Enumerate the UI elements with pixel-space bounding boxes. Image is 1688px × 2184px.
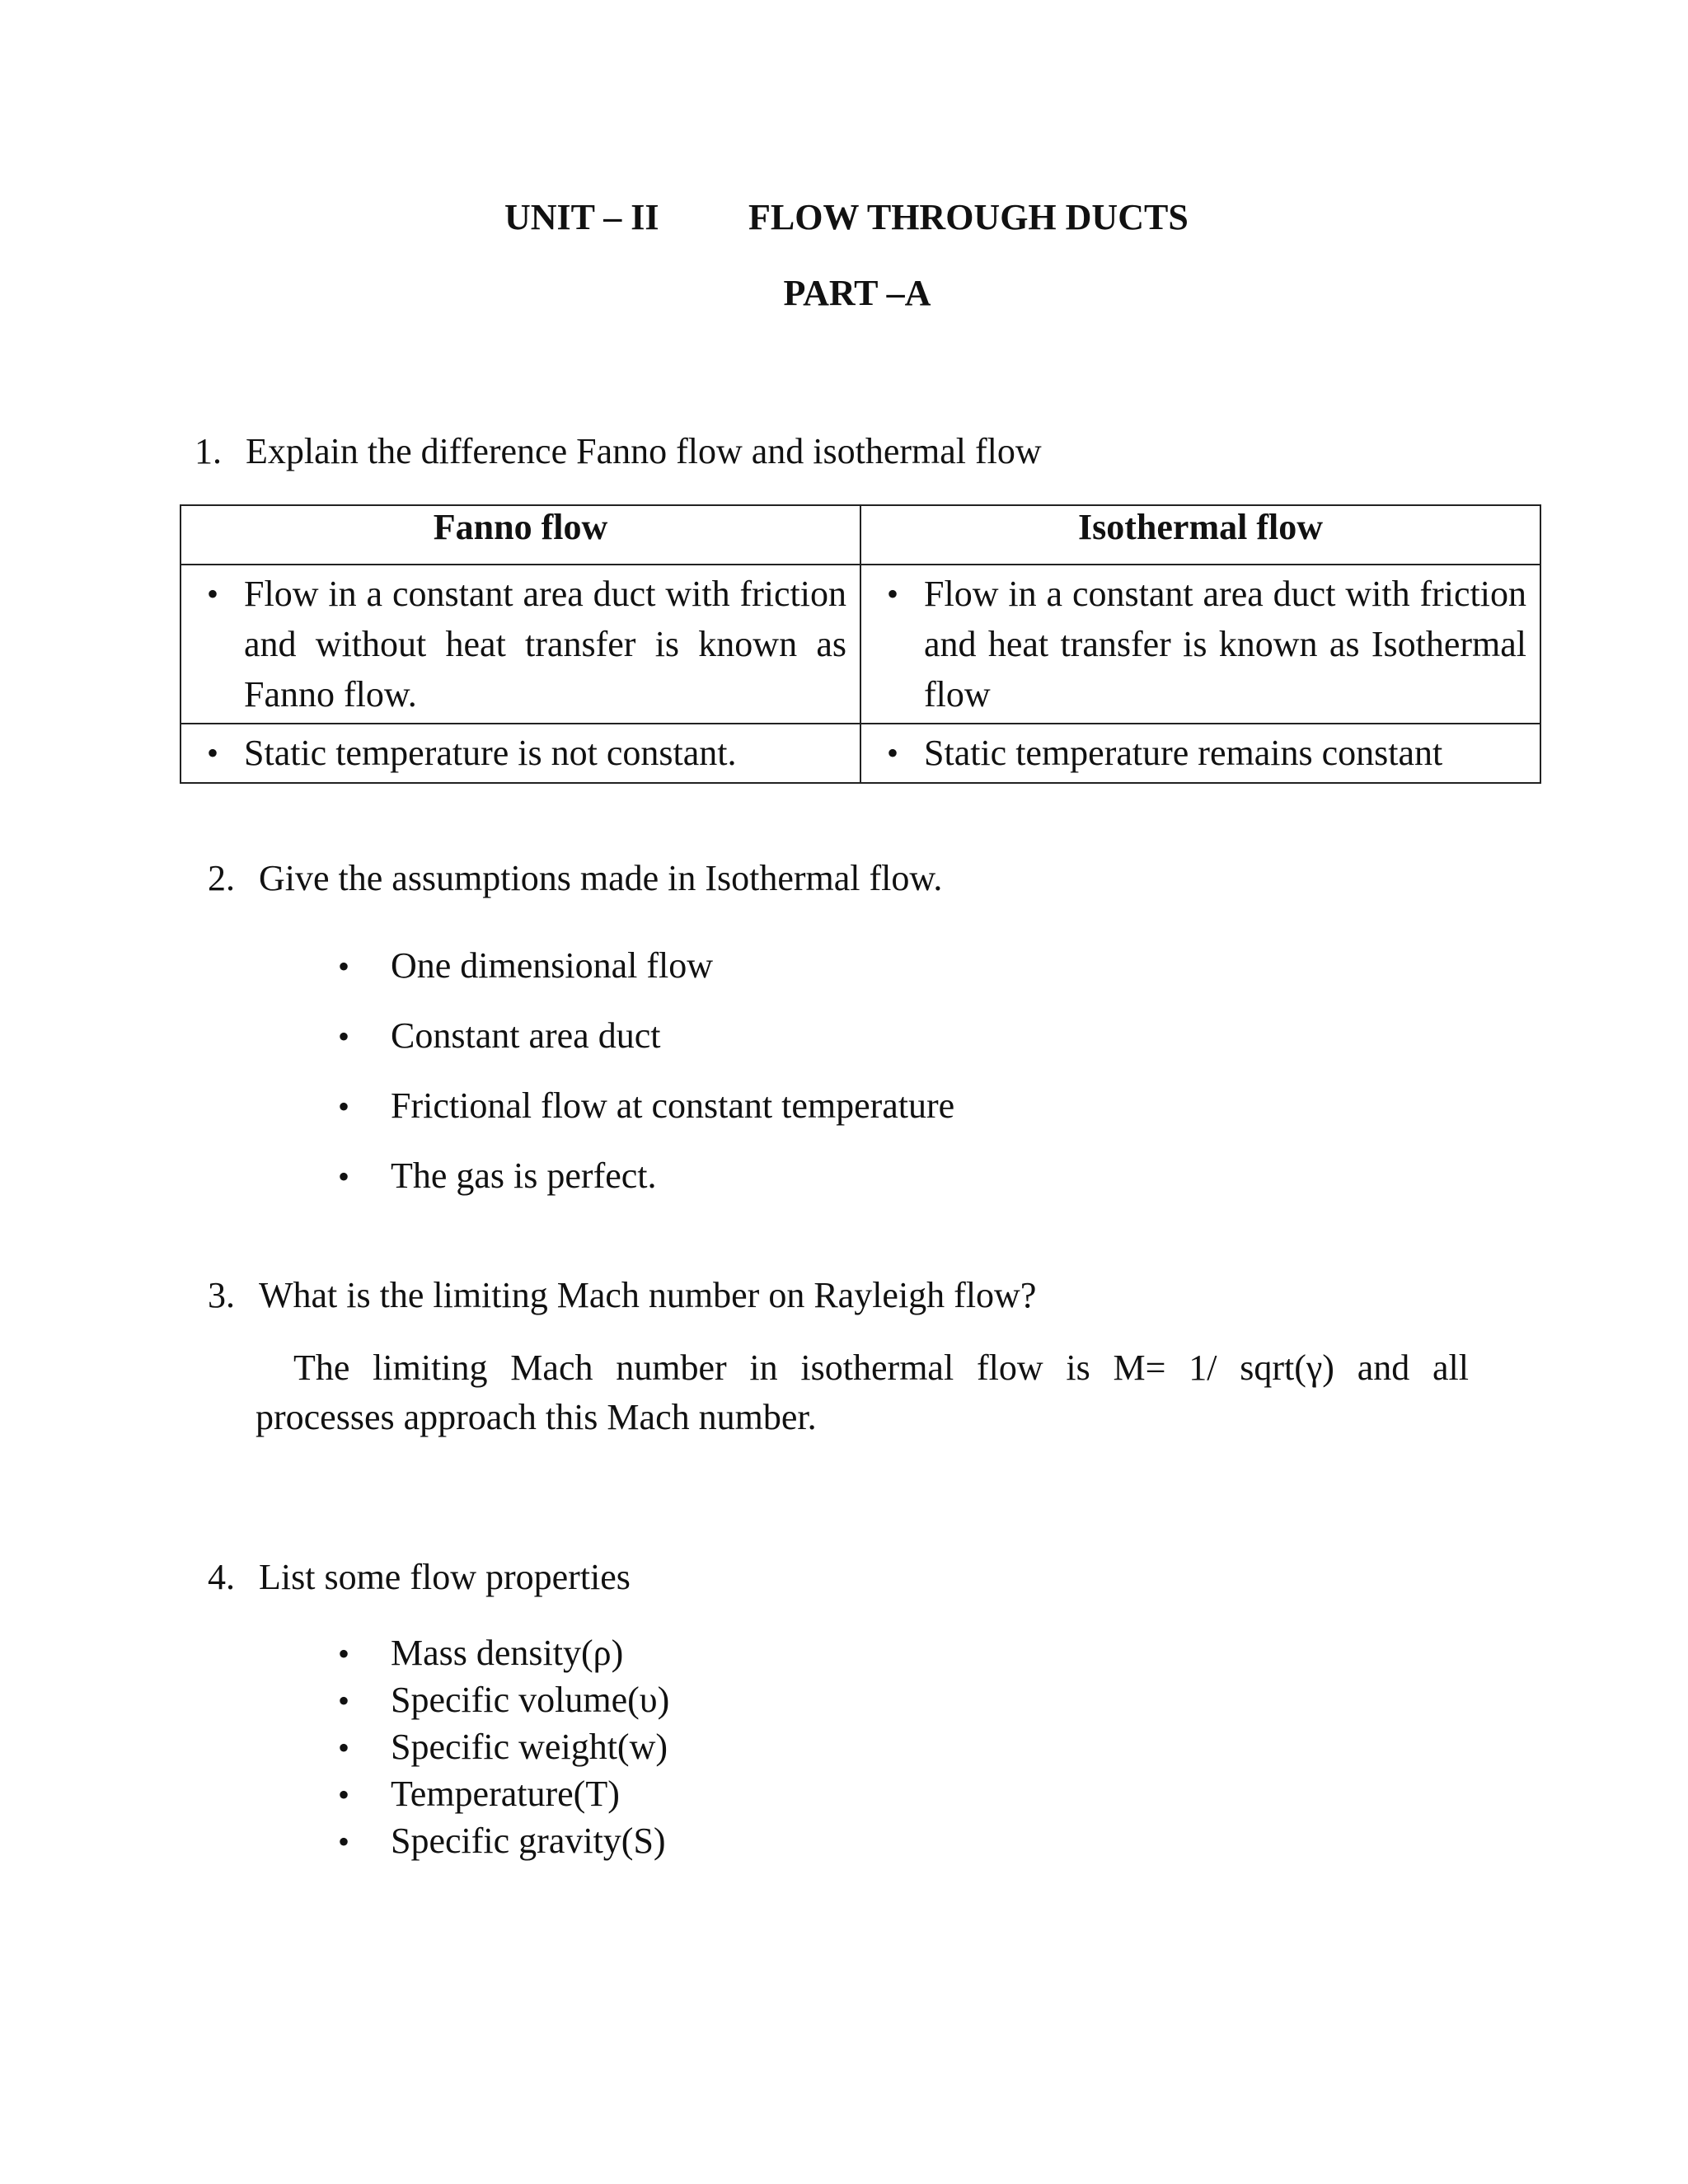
property-list — [338, 1630, 669, 1865]
list-item: • Frictional flow at constant temperature — [338, 1071, 954, 1141]
list-item: • Specific weight(w) — [338, 1724, 669, 1771]
table-cell — [860, 565, 1540, 724]
table-header-isothermal: Isothermal flow — [860, 505, 1540, 565]
answer-line: processes approach this Mach number. — [256, 1397, 817, 1437]
list-item: • Constant area duct — [338, 1001, 954, 1071]
table-cell — [860, 724, 1540, 783]
question-1 — [195, 429, 1042, 475]
list-item: • One dimensional flow — [338, 931, 954, 1001]
question-number: 2. — [208, 858, 235, 898]
question-2 — [208, 855, 942, 902]
bullet-icon: • — [338, 1729, 350, 1766]
cell-text: Flow in a constant area duct with friction and heat transfer is known as Isothermal flow — [924, 574, 1526, 715]
bullet-icon: • — [338, 1635, 350, 1672]
cell-text: Static temperature remains constant — [924, 733, 1443, 773]
question-number: 4. — [208, 1557, 235, 1597]
bullet-icon: • — [338, 1682, 350, 1719]
assumption-list — [338, 931, 954, 1212]
list-item: • The gas is perfect. — [338, 1141, 954, 1212]
unit-label: UNIT – II — [504, 197, 659, 237]
question-text: List some flow properties — [259, 1557, 631, 1597]
bullet-icon: • — [338, 1018, 350, 1055]
bullet-icon: • — [338, 1088, 350, 1125]
comparison-table — [180, 504, 1541, 784]
question-3 — [208, 1272, 1036, 1319]
list-item: • Specific gravity(S) — [338, 1818, 669, 1865]
question-text: Explain the difference Fanno flow and isothermal flow — [246, 431, 1042, 471]
question-text: Give the assumptions made in Isothermal flow. — [259, 858, 943, 898]
table-row — [181, 724, 1540, 783]
list-item: • Mass density(ρ) — [338, 1630, 669, 1677]
bullet-icon: • — [206, 575, 218, 612]
unit-title — [0, 196, 1688, 246]
answer-3 — [256, 1343, 1469, 1442]
table-cell — [181, 724, 860, 783]
cell-text: Static temperature is not constant. — [244, 733, 737, 773]
bullet-icon: • — [338, 1823, 350, 1860]
cell-text: Flow in a constant area duct with friction and without heat transfer is known as Fanno flow. — [244, 574, 846, 715]
answer-line: The limiting Mach number in isothermal flow is M= 1/ sqrt(γ) and all — [293, 1347, 1469, 1388]
bullet-icon: • — [886, 734, 898, 771]
question-number: 3. — [208, 1275, 235, 1315]
table-cell — [181, 565, 860, 724]
question-number: 1. — [195, 431, 222, 471]
bullet-icon: • — [338, 948, 350, 985]
bullet-icon: • — [338, 1776, 350, 1813]
list-item: • Specific volume(υ) — [338, 1677, 669, 1724]
bullet-icon: • — [886, 575, 898, 612]
unit-topic: FLOW THROUGH DUCTS — [748, 197, 1189, 237]
list-item: • Temperature(T) — [338, 1771, 669, 1818]
table-row — [181, 565, 1540, 724]
table-header-row — [181, 505, 1540, 565]
part-title: PART –A — [783, 273, 931, 313]
table-header-fanno: Fanno flow — [181, 505, 860, 565]
question-4 — [208, 1554, 631, 1601]
bullet-icon: • — [206, 734, 218, 771]
bullet-icon: • — [338, 1158, 350, 1195]
question-text: What is the limiting Mach number on Rayleigh flow? — [259, 1275, 1037, 1315]
